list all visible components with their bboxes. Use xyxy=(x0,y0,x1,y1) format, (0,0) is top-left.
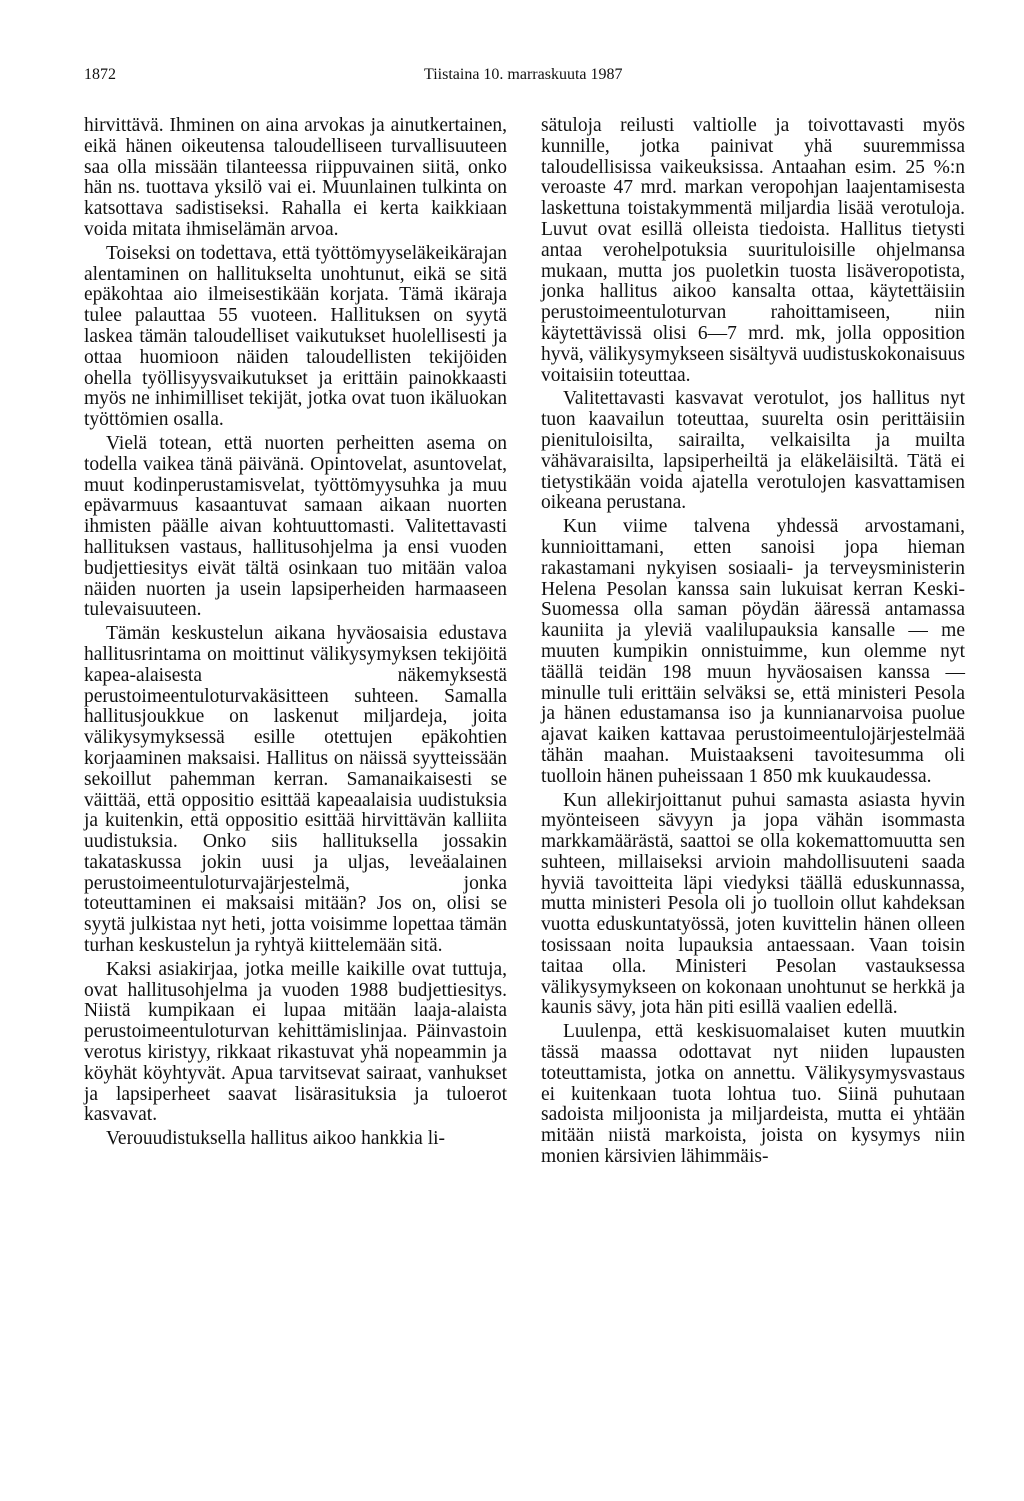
paragraph: sätuloja reilusti valtiolle ja toivottavasti myös kunnille, jotka painivat yhä suuremmissa taloudellisissa vaikeuksissa. Antaahan esim. 25 %:n veroaste 47 mrd. markan veropohjan laajentamisesta laskettuna toistakymmentä miljardia lisää verotuloja. Luvut ovat esillä olleista tiedoista. Hallitus tietysti antaa verohelpotuksia suurituloisille ohjelmansa mukaan, mutta jos puoletkin tuosta lisäveropotista, jonka hallitus aikoo kansalta ottaa, käytettäisiin perustoimeentuloturvan rahoittamiseen, niin käytettävissä olisi 6—7 mrd. mk, jolla opposition hyvä, välikysymykseen sisältyvä uudistuskokonaisuus voitaisiin toteuttaa. xyxy=(541,115,965,386)
paragraph: Vielä totean, että nuorten perheitten asema on todella vaikea tänä päivänä. Opintovelat, asuntovelat, muut kodinperustamisvelat, työttömyysuhka ja muu epävarmuus kasaantuvat samaan aikaan nuorten ihmisten päälle aivan kohtuuttomasti. Valitettavasti hallituksen vastaus, hallitusohjelma ja ensi vuoden budjettiesitys eivät tältä osinkaan tuo mitään valoa näiden nuorten ja usein lapsiperheiden harmaaseen tulevaisuuteen. xyxy=(84,432,507,621)
paragraph: Kun viime talvena yhdessä arvostamani, kunnioittamani, etten sanoisi jopa hieman rakastamani nykyisen sosiaali- ja terveysministerin Helena Pesolan kanssa sain lukuisat kerran Keski-Suomessa olla saman pöydän ääressä antamassa kauniita ja yleviä vaalilupauksia kansalle — me muuten kumpikin onnistuimme, kun olemme nyt täällä teidän 198 muun hyväosaisen kanssa — minulle tuli erittäin selväksi se, että ministeri Pesola ja hänen edustamansa iso ja kunnianarvoisa puolue ajavat kaiken kattavaa perustoimeentulojärjestelmää tähän maahan. Muistaakseni tavoitesumma oli tuolloin hänen puheissaan 1 850 mk kuukaudessa. xyxy=(541,516,965,787)
paragraph: hirvittävä. Ihminen on aina arvokas ja ainutkertainen, eikä hänen oikeutensa taloudelliseen turvallisuuteen saa olla missään tilanteessa riippuvainen siitä, onko hän ns. tuottava yksilö vai ei. Muunlainen tulkinta on katsottava sadistiseksi. Rahalla ei kerta kaikkiaan voida mitata ihmiselämän arvoa. xyxy=(84,115,507,240)
page-header xyxy=(0,66,1024,90)
paragraph: Kaksi asiakirjaa, jotka meille kaikille ovat tuttuja, ovat hallitusohjelma ja vuoden 1988 budjettiesitys. Niistä kumpikaan ei lupaa mitään laaja-alaista perustoimeentuloturvan kehittämislinjaa. Päinvastoin verotus kiristyy, rikkaat rikastuvat yhä nopeammin ja köyhät köyhtyvät. Apua tarvitsevat sairaat, vanhukset ja lapsiperheet saavat lisärasituksia ja tuloerot kasvavat. xyxy=(84,958,507,1126)
paragraph: Kun allekirjoittanut puhui samasta asiasta hyvin myönteiseen sävyyn ja jopa vähän isommasta markkamäärästä, saattoi se olla kokemattomuutta sen suhteen, millaiseksi arvioin mahdollisuuteni saada hyviä tavoitteita läpi viedyksi täällä eduskunnassa, mutta ministeri Pesola oli jo tuolloin ollut kahdeksan vuotta eduskuntatyössä, joten kuvittelin hänen olleen tosissaan noita lupauksia antaessaan. Vaan toisin taitaa olla. Ministeri Pesolan vastauksessa välikysymykseen on kokonaan unohtunut se herkkä ja kaunis sävy, jota hän piti esillä vaalien edellä. xyxy=(541,789,965,1019)
paragraph: Toiseksi on todettava, että työttömyyseläkeikärajan alentaminen on hallitukselta unohtunut, eikä se sitä epäkohtaa aio ilmeisestikään korjata. Tämä ikäraja tulee palauttaa 55 vuoteen. Hallituksen on syytä laskea tämän taloudelliset vaikutukset huolellisesti ja ottaa huomioon näiden taloudellisten tekijöiden ohella työllisyysvaikutukset ja erittäin painokkaasti myös ne inhimilliset tekijät, jotka ovat tuon ikäluokan työttömien osalla. xyxy=(84,242,507,431)
paragraph: Tämän keskustelun aikana hyväosaisia edustava hallitusrintama on moittinut välikysymyksen tekijöitä kapea-alaisesta näkemyksestä perustoimeentuloturvakäsitteen suhteen. Samalla hallitusjoukkue on laskenut miljardeja, joita välikysymyksessä esille otettujen epäkohtien korjaaminen maksaisi. Hallitus on näissä syytteissään sekoillut pahemman kerran. Samanaikaisesti se väittää, että oppositio esittää kapeaalaisia uudistuksia ja kuitenkin, että oppositio esittää hirvittävän kalliita uudistuksia. Onko siis hallituksella jossakin takataskussa jokin uusi ja uljas, leveäalainen perustoimeentuloturvajärjestelmä, jonka toteuttaminen ei maksaisi mitään? Jos on, olisi se syytä julkistaa nyt heti, jotta voisimme lopettaa tämän turhan keskustelun ja ryhtyä kiittelemään sitä. xyxy=(84,623,507,957)
paragraph: Verouudistuksella hallitus aikoo hankkia li- xyxy=(106,1128,446,1150)
left-column xyxy=(84,116,507,1153)
paragraph: Luulenpa, että keskisuomalaiset kuten muutkin tässä maassa odottavat nyt niiden lupausten toteuttamista, jotka on annettu. Välikysymysvastaus ei kuitenkaan tuota lohtua tuo. Siinä puhutaan sadoista miljoonista ja miljardeista, mutta ei yhtään mitään niistä markoista, joista on kysymys niin monien kärsivien lähimmäis- xyxy=(541,1021,965,1168)
running-head-date: Tiistaina 10. marraskuuta 1987 xyxy=(424,66,623,83)
page-number: 1872 xyxy=(84,66,116,83)
right-column xyxy=(541,116,965,1171)
paragraph: Valitettavasti kasvavat verotulot, jos hallitus nyt tuon kaavailun toteuttaa, suurelta osin perittäisiin pienituloisilta, sairailta, velkaisilta ja muilta vähävaraisilta, lapsiperheiltä ja eläkeläisiltä. Tätä ei tietystikään voida ajatella verotulojen kasvattamisen oikeana perustana. xyxy=(541,388,965,514)
